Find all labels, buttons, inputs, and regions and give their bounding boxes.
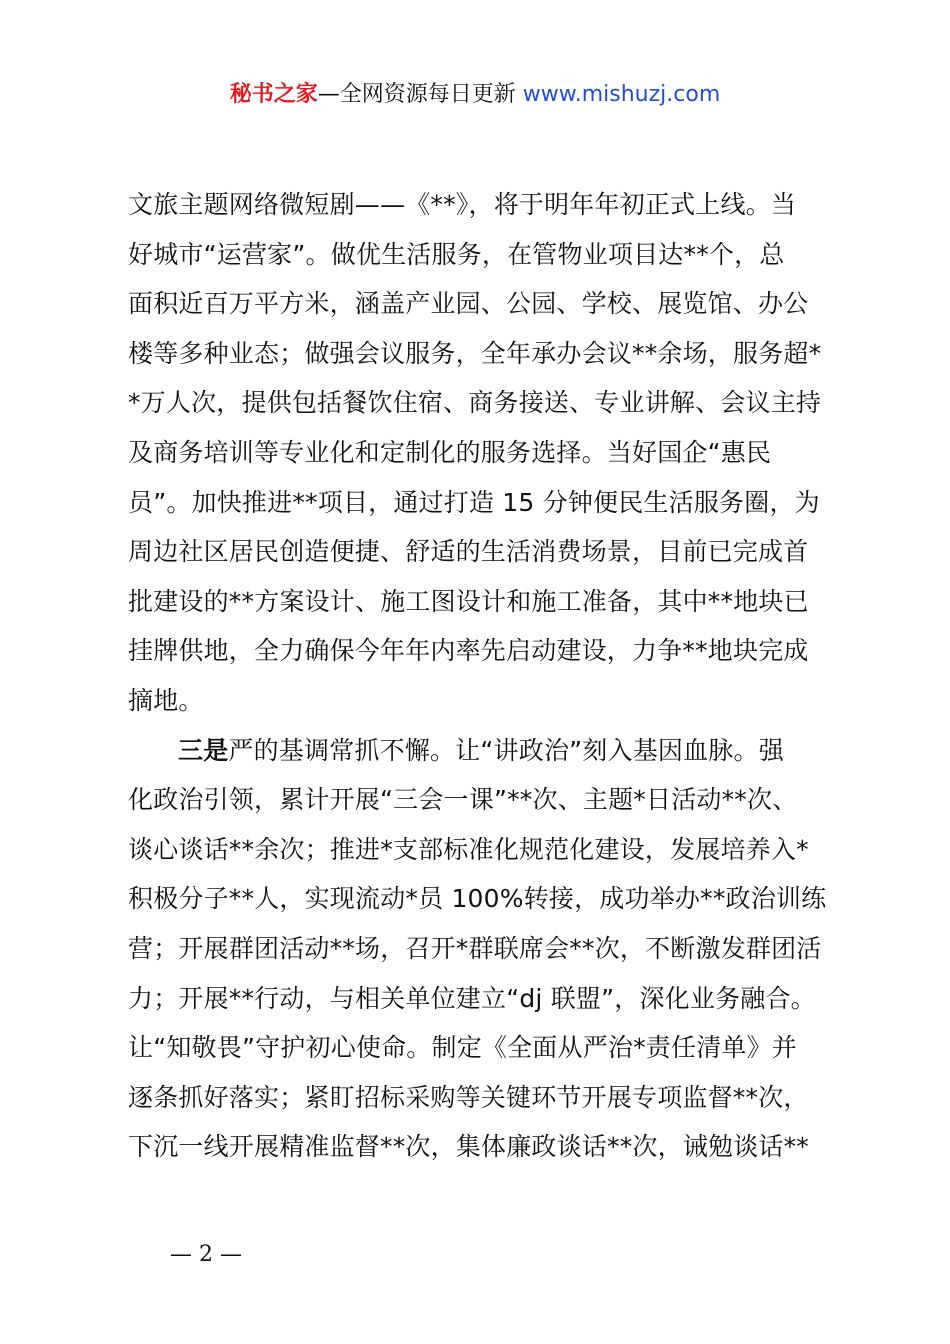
body-line: 摘地。 [128, 685, 204, 715]
body-line: 挂牌供地，全力确保今年年内率先启动建设，力争**地块完成 [128, 636, 809, 666]
body-line: 及商务培训等专业化和定制化的服务选择。当好国企“惠民 [128, 437, 772, 467]
body-line: 力；开展**行动，与相关单位建立“dj 联盟”，深化业务融合。 [128, 983, 816, 1013]
body-line: 逐条抓好落实；紧盯招标采购等关键环节开展专项监督**次， [128, 1082, 809, 1112]
header-tagline: —全网资源每日更新 [317, 82, 523, 107]
site-url-link[interactable]: www.mishuzj.com [522, 82, 721, 107]
body-line: 营；开展群团活动**场，召开*群联席会**次，不断激发群团活 [128, 933, 822, 963]
body-line: 面积近百万平方米，涵盖产业园、公园、学校、展览馆、办公 [128, 289, 809, 319]
body-line: 化政治引领，累计开展“三会一课”**次、主题*日活动**次、 [128, 785, 798, 815]
body-line: 周边社区居民创造便捷、舒适的生活消费场景，目前已完成首 [128, 537, 809, 567]
paragraph-lead-line [128, 726, 833, 776]
body-line: 积极分子**人，实现流动*员 100%转接，成功举办**政治训练 [128, 884, 827, 914]
paragraph-lead-bold: 三是 [178, 735, 229, 765]
body-line: 谈心谈话**余次；推进*支部标准化规范化建设，发展培养入* [128, 834, 809, 864]
body-line: 批建设的**方案设计、施工图设计和施工准备，其中**地块已 [128, 586, 809, 616]
body-line: 让“知敬畏”守护初心使命。制定《全面从严治*责任清单》并 [128, 1033, 798, 1063]
body-line: 员”。加快推进**项目，通过打造 15 分钟便民生活服务圈，为 [128, 487, 820, 517]
body-line: 好城市“运营家”。做优生活服务，在管物业项目达**个，总 [128, 239, 785, 269]
body-line: *万人次，提供包括餐饮住宿、商务接送、专业讲解、会议主持 [128, 388, 822, 418]
body-line: 楼等多种业态；做强会议服务，全年承办会议**余场，服务超* [128, 338, 822, 368]
site-header [0, 78, 950, 112]
body-line: 文旅主题网络微短剧——《**》，将于明年年初正式上线。当 [128, 190, 797, 219]
document-body [128, 180, 833, 1172]
paragraph-lead-text: 严的基调常抓不懈。让“讲政治”刻入基因血脉。强 [228, 735, 784, 765]
page-number: — 2 — [170, 1242, 242, 1267]
brand-name: 秘书之家 [229, 82, 318, 107]
body-line: 下沉一线开展精准监督**次，集体廉政谈话**次，诫勉谈话** [128, 1132, 810, 1162]
